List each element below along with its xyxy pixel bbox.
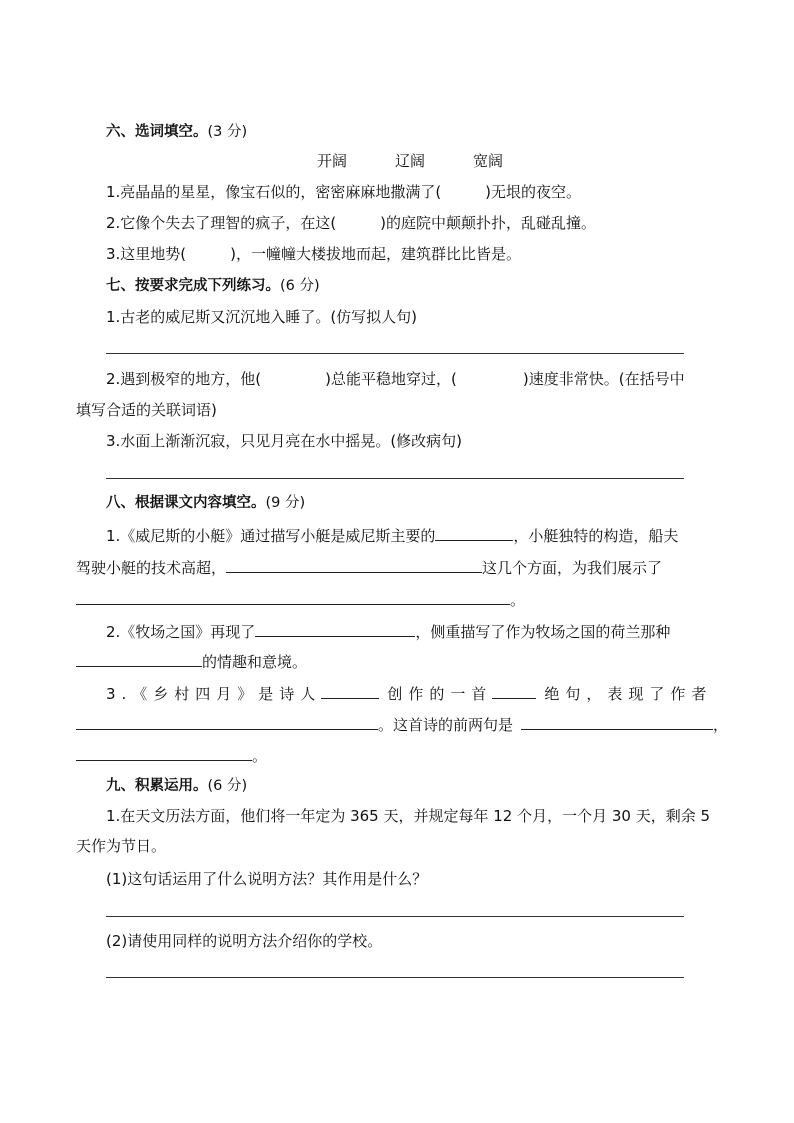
- answer-blank[interactable]: [492, 683, 536, 699]
- question-9-1: 1.在天文历法方面，他们将一年定为 365 天，并规定每年 12 个月，一个月 30 天，剩余 5: [106, 807, 711, 825]
- question-8-3-cont: 。这首诗的前两句是 ，: [76, 714, 728, 735]
- answer-blank[interactable]: [226, 557, 482, 573]
- question-7-2-cont: 填写合适的关联词语): [76, 401, 217, 419]
- answer-blank[interactable]: [521, 714, 713, 730]
- question-9-1-cont: 天作为节日。: [76, 837, 167, 855]
- question-8-2: 2.《牧场之国》再现了 ，侧重描写了作为牧场之国的荷兰那种: [106, 623, 671, 641]
- question-8-2-cont: 的情趣和意境。: [76, 651, 307, 672]
- question-6-1: 1.亮晶晶的星星，像宝石似的，密密麻麻地撒满了( )无垠的夜空。: [106, 183, 582, 201]
- question-8-3: 3.《乡村四月》是诗人 创作的一首 绝句，表现了作者: [106, 685, 713, 703]
- section-8-heading: 八、根据课文内容填空。(9 分): [106, 495, 306, 511]
- word-option: 宽阔: [473, 152, 504, 170]
- answer-line[interactable]: [106, 916, 684, 917]
- answer-line[interactable]: [106, 977, 684, 978]
- section-7-heading: 七、按要求完成下列练习。(6 分): [106, 278, 320, 294]
- answer-blank[interactable]: [76, 651, 202, 667]
- question-8-3-end: 。: [76, 745, 267, 766]
- section-9-heading: 九、积累运用。(6 分): [106, 778, 248, 794]
- answer-blank[interactable]: [321, 683, 379, 699]
- answer-blank[interactable]: [76, 714, 378, 730]
- answer-line[interactable]: [106, 478, 684, 479]
- word-option: 辽阔: [395, 152, 426, 170]
- answer-blank[interactable]: [76, 589, 510, 605]
- word-bank: [317, 151, 503, 171]
- question-8-1-cont: 驾驶小艇的技术高超， 这几个方面，为我们展示了: [76, 559, 663, 577]
- question-7-3: 3.水面上渐渐沉寂，只见月亮在水中摇晃。(修改病句): [106, 432, 463, 450]
- word-option: 开阔: [317, 152, 348, 170]
- answer-blank[interactable]: [255, 621, 415, 637]
- question-7-1: 1.古老的威尼斯又沉沉地入睡了。(仿写拟人句): [106, 308, 418, 326]
- answer-blank[interactable]: [435, 525, 513, 541]
- question-8-1-end: 。: [76, 589, 525, 610]
- question-8-1: 1.《威尼斯的小艇》通过描写小艇是威尼斯主要的 ，小艇独特的构造，船夫: [106, 527, 679, 545]
- sub-question-2: (2)请使用同样的说明方法介绍你的学校。: [106, 932, 383, 950]
- question-6-2: 2.它像个失去了理智的疯子，在这( )的庭院中颠颠扑扑，乱碰乱撞。: [106, 214, 597, 232]
- section-6-heading: 六、选词填空。(3 分): [106, 124, 248, 140]
- question-6-3: 3.这里地势( )，一幢幢大楼拔地而起，建筑群比比皆是。: [106, 245, 522, 263]
- answer-line[interactable]: [106, 353, 684, 354]
- question-7-2: 2.遇到极窄的地方，他( )总能平稳地穿过，( )速度非常快。(在括号中: [106, 370, 685, 388]
- answer-blank[interactable]: [76, 745, 252, 761]
- sub-question-1: (1)这句话运用了什么说明方法？其作用是什么？: [106, 870, 428, 888]
